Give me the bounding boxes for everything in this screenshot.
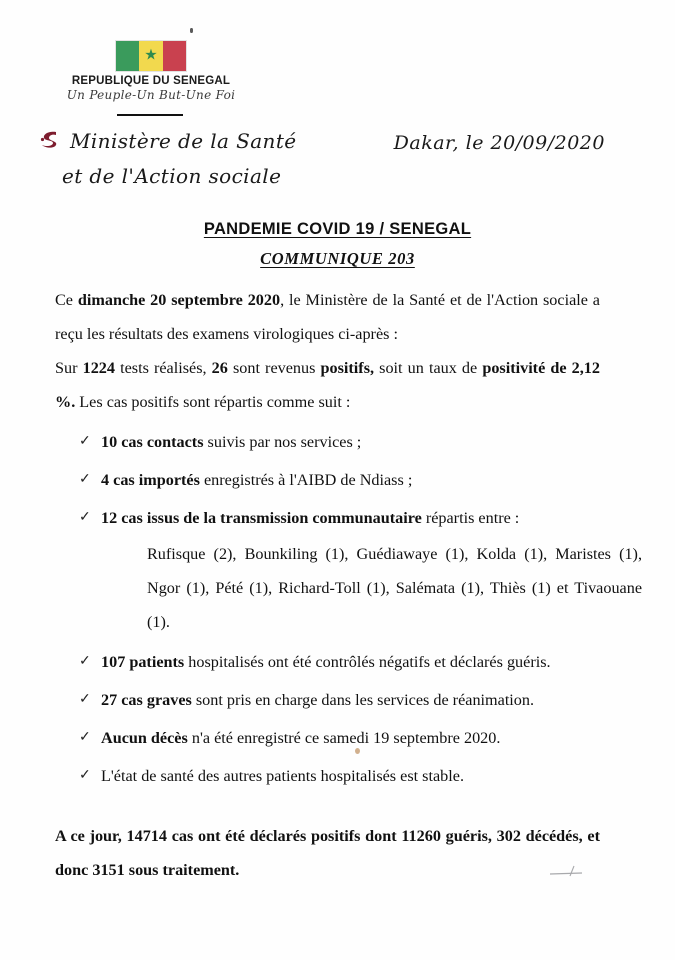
status-bold-0: 107 patients [101, 653, 185, 671]
summary-deaths: 302 [496, 827, 521, 845]
summary-p2: cas ont été déclarés positifs dont [166, 827, 402, 845]
check-icon: ✓ [79, 654, 91, 669]
summary-p5: sous traitement. [124, 861, 240, 879]
breakdown-rest-2: répartis entre : [421, 509, 520, 527]
document-body [55, 283, 642, 903]
list-item [55, 463, 600, 497]
status-rest-1: sont pris en charge dans les services de réanimation. [191, 691, 535, 709]
status-rest-2: n'a été enregistré ce samedi 19 septembre 2020. [187, 729, 501, 747]
list-item [55, 501, 642, 639]
ink-blot [355, 748, 360, 754]
breakdown-bold-2: 12 cas issus de la transmission communautaire [101, 509, 422, 527]
page-subtitle: COMMUNIQUE 203 [260, 249, 415, 268]
tests-p2: tests réalisés, [114, 359, 212, 377]
breakdown-rest-0: suivis par nos services ; [203, 433, 362, 451]
check-icon: ✓ [79, 768, 91, 783]
check-icon: ✓ [79, 510, 91, 525]
intro-paragraph [55, 283, 600, 351]
check-icon: ✓ [79, 730, 91, 745]
tests-p1: Sur [55, 359, 83, 377]
letterhead [0, 40, 320, 116]
star-icon: ★ [144, 47, 158, 64]
scan-speck [190, 28, 193, 33]
status-bold-1: 27 cas graves [101, 691, 192, 709]
tests-positive-count: 26 [211, 359, 228, 377]
summary-p3: guéris, [440, 827, 497, 845]
page-title: PANDEMIE COVID 19 / SENEGAL [203, 220, 472, 238]
list-item [55, 721, 600, 755]
localities-text: Rufisque (2), Bounkiling (1), Guédiawaye (1), Kolda (1), Maristes (1), Ngor (1), Pété (1), Richard-Toll (1), Salémata (1), Thiès (1) et Tivaouane (1). [147, 545, 642, 631]
summary-cumulative-cases: 14714 [126, 827, 167, 845]
pen-stroke-mark [548, 864, 588, 878]
tests-positivity-rate: positivité de 2,12 %. [55, 359, 600, 411]
summary-p1: A ce jour, [55, 827, 127, 845]
tests-paragraph [55, 351, 600, 419]
summary-recovered: 11260 [401, 827, 441, 845]
intro-rest: , le Ministère de la Santé et de l'Action sociale a reçu les résultats des examens virologiques ci-après : [55, 291, 600, 343]
tests-p4: soit un taux de [374, 359, 483, 377]
tests-p3: sont revenus [227, 359, 321, 377]
flag-band-green [116, 41, 139, 71]
tests-total: 1224 [82, 359, 115, 377]
breakdown-list [55, 425, 642, 639]
ministry-block [36, 128, 366, 188]
dateline: Dakar, le 20/09/2020 [393, 132, 605, 154]
status-bold-2: Aucun décès [101, 729, 188, 747]
ministry-emblem-icon [36, 128, 62, 154]
status-list [55, 645, 600, 793]
intro-lead: Ce [55, 291, 78, 309]
tests-p5: Les cas positifs sont répartis comme suit : [75, 393, 351, 411]
list-item [55, 425, 600, 459]
check-icon: ✓ [79, 692, 91, 707]
intro-date: dimanche 20 septembre 2020 [77, 291, 281, 309]
list-item [55, 683, 600, 717]
list-item [55, 759, 600, 793]
localities-list [147, 537, 642, 639]
check-icon: ✓ [79, 472, 91, 487]
list-item [55, 645, 600, 679]
breakdown-rest-1: enregistrés à l'AIBD de Ndiass ; [199, 471, 413, 489]
status-rest-0: hospitalisés ont été contrôlés négatifs et déclarés guéris. [184, 653, 551, 671]
flag-band-red [163, 41, 186, 71]
summary-under-treatment: 3151 [92, 861, 125, 879]
breakdown-bold-0: 10 cas contacts [101, 433, 204, 451]
summary-p4: décédés, et donc [55, 827, 600, 879]
ministry-name-line2: et de l'Action sociale [62, 164, 282, 188]
national-motto: Un Peuple-Un But-Une Foi [66, 88, 236, 102]
check-icon: ✓ [79, 434, 91, 449]
status-rest-3: L'état de santé des autres patients hospitalisés est stable. [101, 767, 464, 785]
tests-positifs-label: positifs, [320, 359, 375, 377]
header-divider [117, 114, 183, 116]
flag-band-yellow [139, 41, 162, 71]
republic-title: REPUBLIQUE DU SENEGAL [71, 75, 231, 87]
breakdown-bold-1: 4 cas importés [101, 471, 200, 489]
summary-paragraph [55, 819, 600, 887]
ministry-name-line1: Ministère de la Santé [70, 129, 297, 153]
senegal-flag [0, 40, 320, 72]
